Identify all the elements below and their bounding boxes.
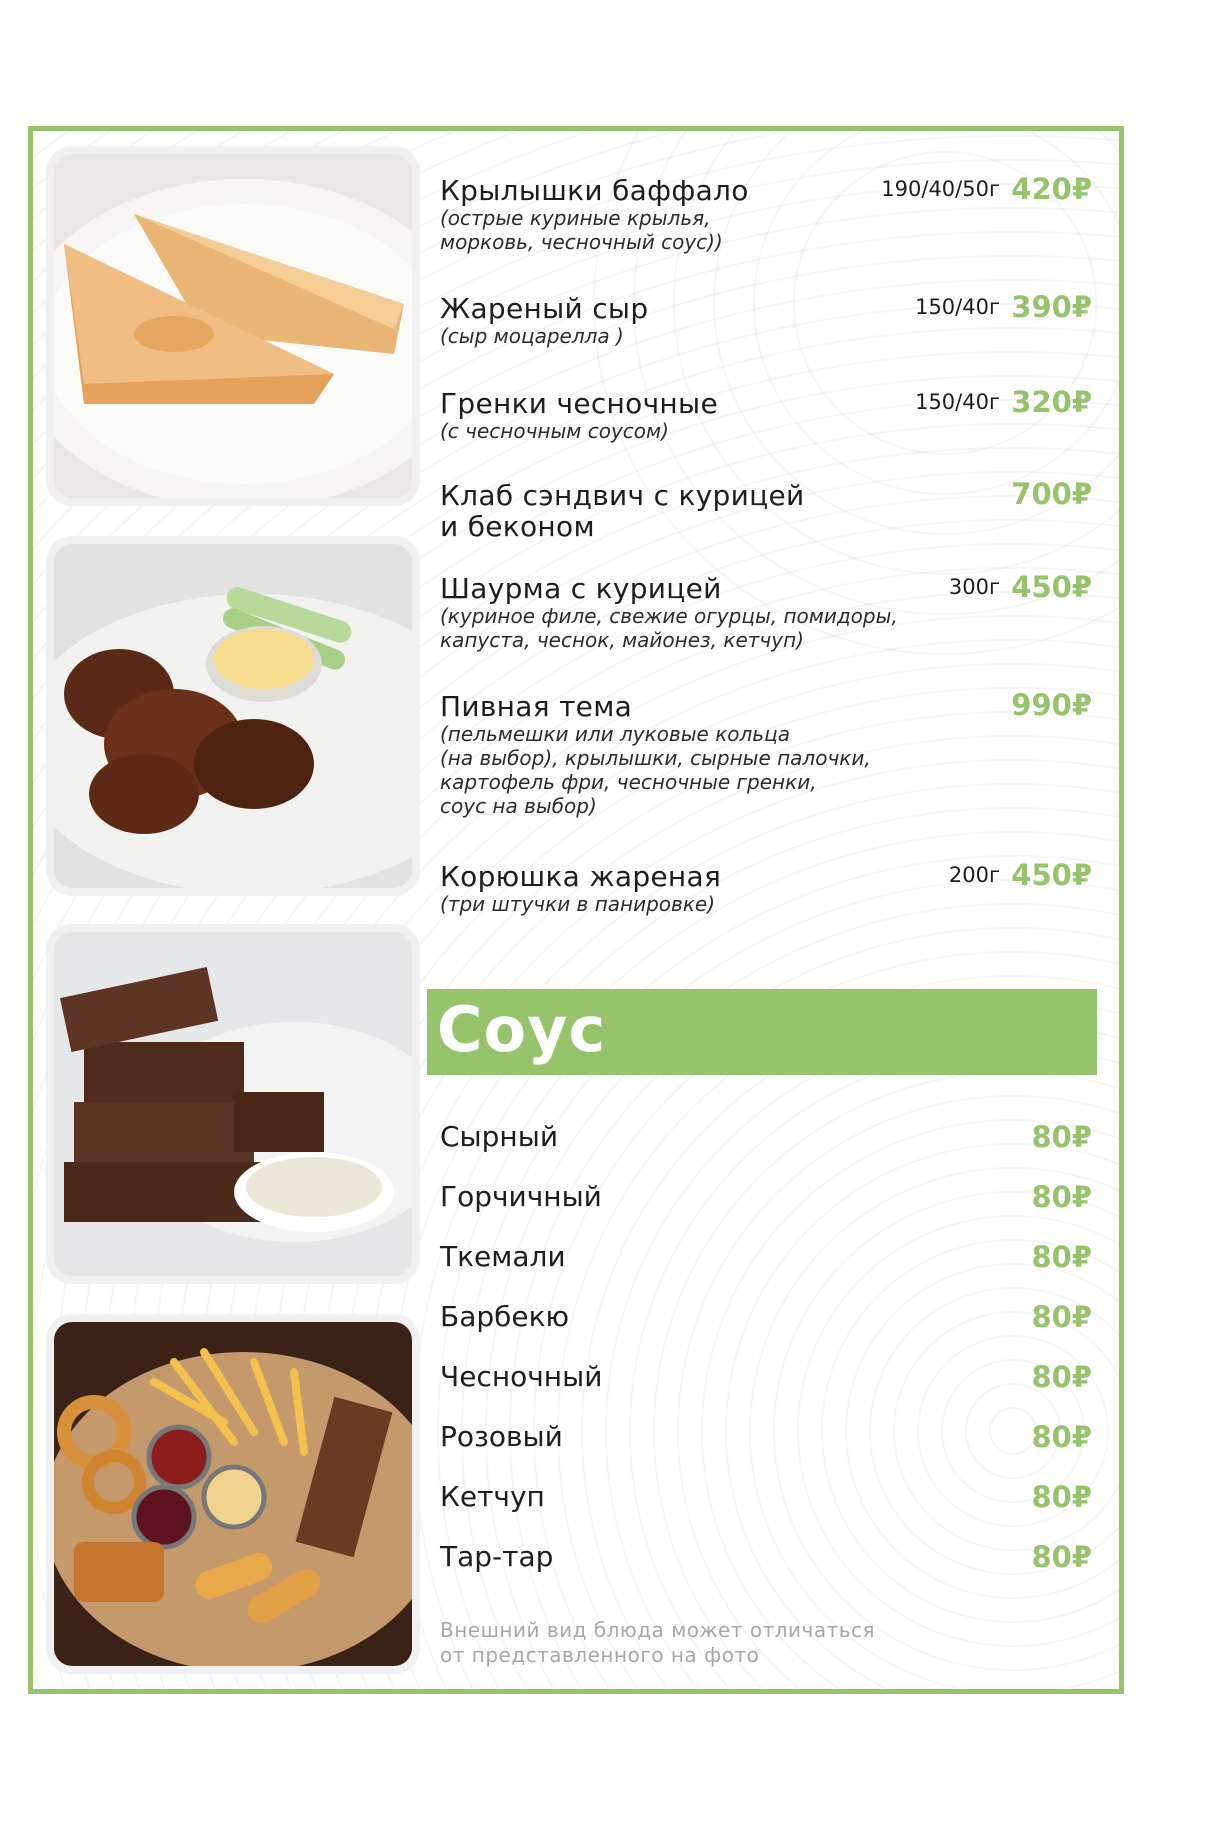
item-description: (куриное филе, свежие огурцы, помидоры, <box>440 604 898 628</box>
sauce-item <box>440 1240 1100 1280</box>
photo-disclaimer <box>440 1618 940 1668</box>
menu-item <box>440 477 1100 543</box>
item-description: (три штучки в панировке) <box>440 892 715 916</box>
menu-item <box>440 385 1100 443</box>
item-price: 990₽ <box>1011 688 1092 722</box>
sauce-item <box>440 1180 1100 1220</box>
item-description: капуста, чеснок, майонез, кетчуп) <box>440 628 804 652</box>
menu-item <box>440 290 1100 348</box>
beer-platter-photo <box>54 1322 412 1666</box>
menu-item <box>440 172 1100 254</box>
section-header-sauce <box>427 989 1097 1075</box>
sauce-item <box>440 1420 1100 1460</box>
sauce-name: Сырный <box>440 1120 559 1153</box>
item-description: (пельмешки или луковые кольца <box>440 722 790 746</box>
sauce-name: Горчичный <box>440 1180 602 1213</box>
item-price: 450₽ <box>1011 570 1092 604</box>
item-name: Гренки чесночные <box>440 387 718 420</box>
item-description: картофель фри, чесночные гренки, <box>440 770 817 794</box>
quesadilla-photo <box>54 154 412 498</box>
sauce-price: 80₽ <box>1031 1120 1092 1154</box>
sauce-name: Розовый <box>440 1420 563 1453</box>
sauce-name: Тар-тар <box>440 1540 554 1573</box>
sauce-price: 80₽ <box>1031 1540 1092 1574</box>
item-weight: 150/40г <box>915 295 1000 319</box>
sauce-price: 80₽ <box>1031 1360 1092 1394</box>
sauce-name: Барбекю <box>440 1300 570 1333</box>
menu-item <box>440 570 1100 652</box>
item-weight: 300г <box>948 575 1000 599</box>
item-weight: 190/40/50г <box>881 177 1000 201</box>
item-price: 700₽ <box>1011 477 1092 511</box>
sauce-name: Кетчуп <box>440 1480 545 1513</box>
item-name: Шаурма с курицей <box>440 572 722 605</box>
sauce-price: 80₽ <box>1031 1480 1092 1514</box>
sauce-name: Ткемали <box>440 1240 566 1273</box>
item-name: Жареный сыр <box>440 292 649 325</box>
disclaimer-line: от представленного на фото <box>440 1643 760 1667</box>
sauce-item <box>440 1480 1100 1520</box>
item-description: (сыр моцарелла ) <box>440 324 624 348</box>
item-description: соус на выбор) <box>440 794 597 818</box>
item-name: Крылышки баффало <box>440 174 749 207</box>
item-description: (на выбор), крылышки, сырные палочки, <box>440 746 871 770</box>
item-name: и беконом <box>440 510 595 543</box>
sauce-price: 80₽ <box>1031 1300 1092 1334</box>
item-price: 450₽ <box>1011 858 1092 892</box>
item-weight: 200г <box>948 863 1000 887</box>
sauce-item <box>440 1120 1100 1160</box>
item-price: 320₽ <box>1011 385 1092 419</box>
item-price: 420₽ <box>1011 172 1092 206</box>
menu-item <box>440 858 1100 916</box>
item-name: Пивная тема <box>440 690 633 723</box>
item-name: Корюшка жареная <box>440 860 722 893</box>
sauce-item <box>440 1540 1100 1580</box>
section-title: Соус <box>437 993 607 1066</box>
item-price: 390₽ <box>1011 290 1092 324</box>
item-description: морковь, чесночный соус)) <box>440 230 723 254</box>
sauce-name: Чесночный <box>440 1360 603 1393</box>
sauce-price: 80₽ <box>1031 1240 1092 1274</box>
chicken-wings-photo <box>54 544 412 888</box>
disclaimer-line: Внешний вид блюда может отличаться <box>440 1618 876 1642</box>
sauce-item <box>440 1360 1100 1400</box>
sauce-price: 80₽ <box>1031 1420 1092 1454</box>
sauce-item <box>440 1300 1100 1340</box>
garlic-croutons-photo <box>54 932 412 1276</box>
item-name: Клаб сэндвич с курицей <box>440 479 805 512</box>
item-weight: 150/40г <box>915 390 1000 414</box>
item-description: (острые куриные крылья, <box>440 206 711 230</box>
menu-item <box>440 688 1100 818</box>
sauce-price: 80₽ <box>1031 1180 1092 1214</box>
item-description: (с чесночным соусом) <box>440 419 669 443</box>
